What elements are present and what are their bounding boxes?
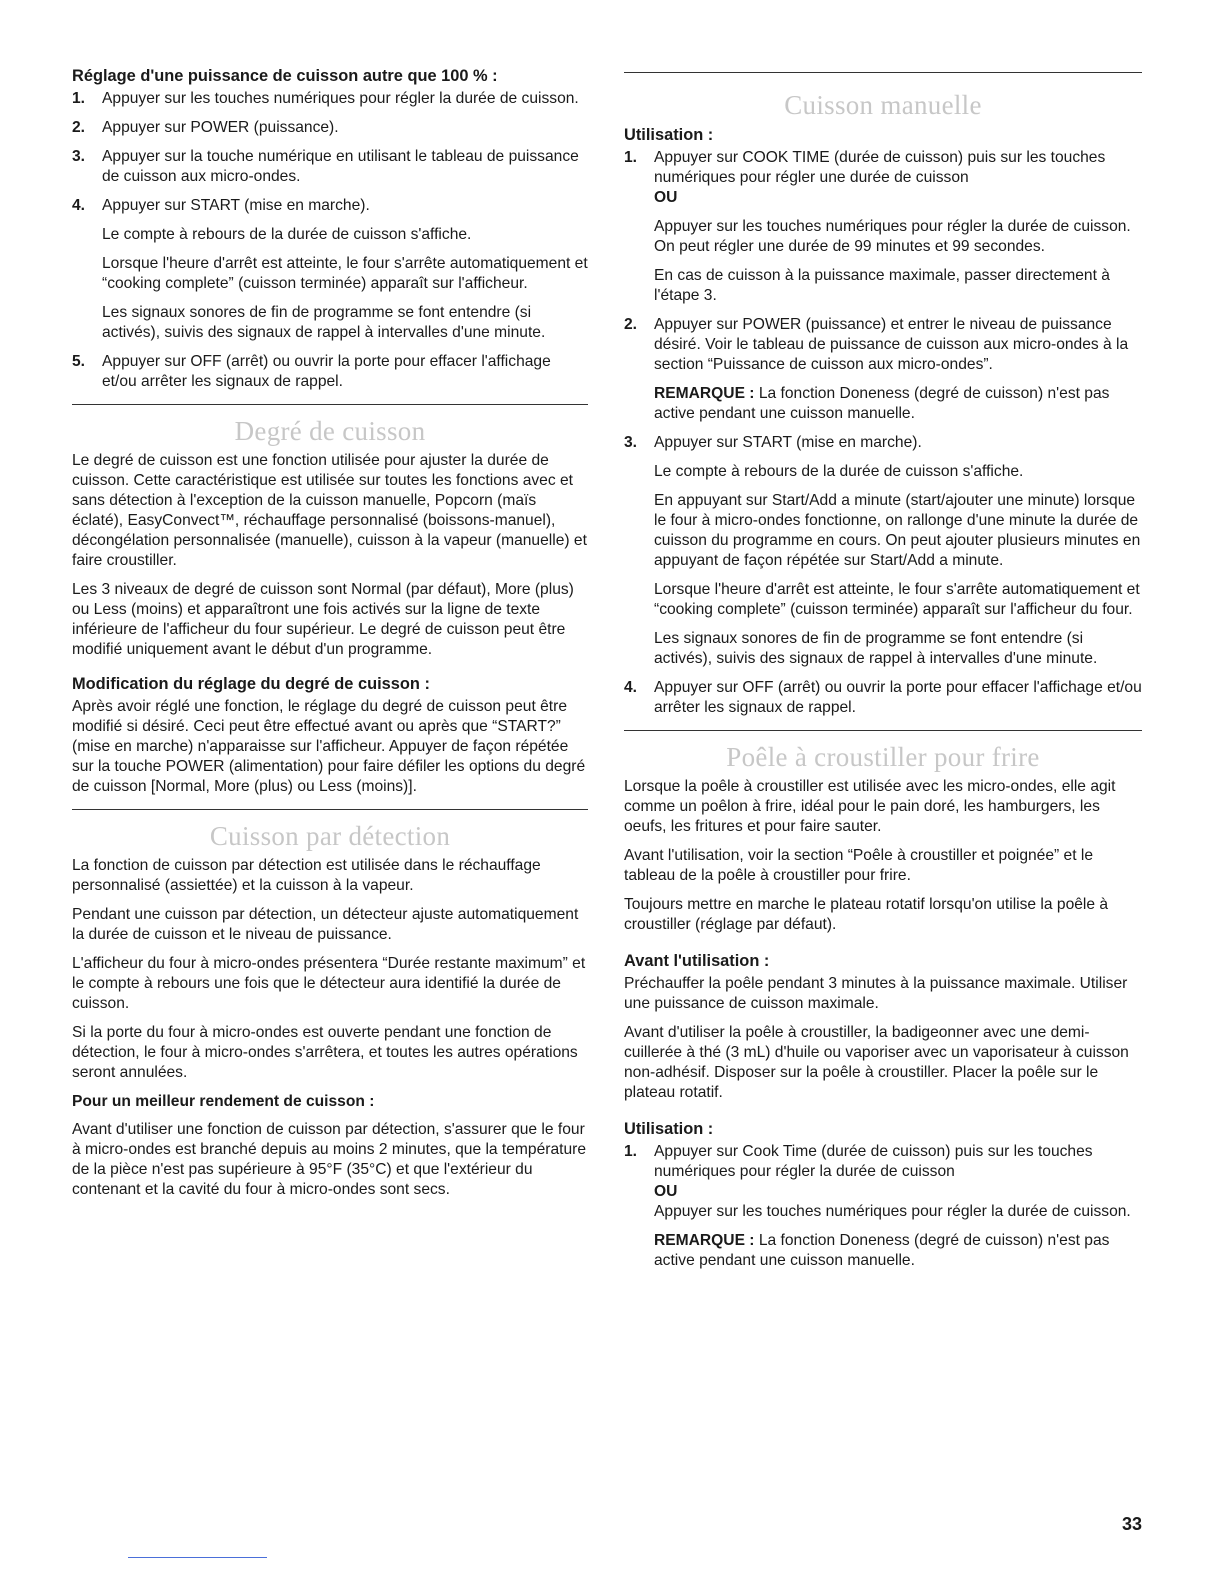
section-divider — [624, 730, 1142, 731]
right-column — [624, 72, 1142, 1280]
step-text: Appuyer sur Cook Time (durée de cuisson) puis sur les touches numériques pour régler la durée de cuisson — [654, 1143, 1093, 1180]
power-steps — [72, 89, 588, 392]
list-item — [72, 89, 588, 109]
list-item — [624, 678, 1142, 718]
sensor-paragraph: La fonction de cuisson par détection est utilisée dans le réchauffage personnalisé (assiettée) et la cuisson à la vapeur. — [72, 857, 541, 894]
sensor-paragraph: Pendant une cuisson par détection, un détecteur ajuste automatiquement la durée de cuisson et le niveau de puissance. — [72, 906, 579, 943]
crisp-paragraph: Lorsque la poêle à croustiller est utilisée avec les micro-ondes, elle agit comme un poêlon à frire, idéal pour le pain doré, les hamburgers, les oeufs, les fritures et pour faire sauter. — [624, 778, 1116, 835]
power-heading: Réglage d'une puissance de cuisson autre que 100 % : — [72, 67, 498, 85]
step-text: Les signaux sonores de fin de programme se font entendre (si activés), suivis des signaux de rappel à intervalles d'une minute. — [654, 630, 1098, 667]
step-text: Appuyer sur les touches numériques pour régler la durée de cuisson. — [102, 90, 579, 107]
section-divider — [72, 404, 588, 405]
step-number: 1. — [72, 90, 86, 107]
note-paragraph — [654, 384, 1142, 424]
crisp-before-paragraph: Préchauffer la poêle pendant 3 minutes à la puissance maximale. Utiliser une puissance de cuisson maximale. — [624, 975, 1128, 1012]
step-number: 4. — [624, 679, 638, 696]
list-item — [72, 118, 588, 138]
list-item — [624, 148, 1142, 306]
step-number: 2. — [72, 119, 86, 136]
step-text: Appuyer sur OFF (arrêt) ou ouvrir la porte pour effacer l'affichage et/ou arrêter les signaux de rappel. — [102, 353, 551, 390]
step-number: 5. — [72, 353, 86, 370]
sensor-best-heading: Pour un meilleur rendement de cuisson : — [72, 1093, 375, 1110]
section-divider — [72, 809, 588, 810]
page-number: 33 — [1121, 1514, 1142, 1534]
crisp-title: Poêle à croustiller pour frire — [726, 742, 1040, 772]
manual-use-heading: Utilisation : — [624, 126, 714, 144]
or-label: OU — [654, 189, 678, 206]
step-text: Appuyer sur les touches numériques pour régler la durée de cuisson. On peut régler une durée de 99 minutes et 99 secondes. — [654, 218, 1131, 255]
or-label: OU — [654, 1183, 678, 1200]
manual-title: Cuisson manuelle — [784, 90, 982, 120]
crisp-before-paragraph: Avant d'utiliser la poêle à croustiller, la badigeonner avec une demi-cuillerée à thé (3 mL) d'huile ou vaporiser avec un vaporisateur à cuisson non-adhésif. Disposer sur la poêle à croustiller. Placer la poêle sur le plateau rotatif. — [624, 1024, 1129, 1101]
doneness-change-paragraph: Après avoir réglé une fonction, le réglage du degré de cuisson peut être modifié si désiré. Ceci peut être effectué avant ou après que “START?” (mise en marche) n'apparaisse sur l'afficheur. Appuyer de façon répétée sur la touche POWER (alimentation) pour faire défiler les options du degré de cuisson [Normal, More (plus) ou Less (moins)]. — [72, 698, 586, 795]
doneness-change-heading: Modification du réglage du degré de cuisson : — [72, 675, 430, 693]
note-label: REMARQUE : — [654, 385, 755, 402]
step-number: 3. — [624, 434, 638, 451]
doneness-paragraph: Le degré de cuisson est une fonction utilisée pour ajuster la durée de cuisson. Cette caractéristique est utilisée sur toutes les fonctions avec et sans détection à l'exception de la cuisson manuelle, Popcorn (maïs éclaté), EasyConvect™, réchauffage personnalisé (boissons-manuel), décongélation personnalisée (manuelle), cuisson à la vapeur (manuelle) et faire croustiller. — [72, 452, 587, 569]
list-item — [72, 196, 588, 343]
crisp-use-heading: Utilisation : — [624, 1120, 714, 1138]
doneness-title: Degré de cuisson — [234, 416, 426, 446]
step-text: Lorsque l'heure d'arrêt est atteinte, le four s'arrête automatiquement et “cooking complete” (cuisson terminée) apparaît sur l'afficheur. — [102, 255, 588, 292]
note-paragraph — [654, 1231, 1142, 1271]
list-item — [624, 1142, 1142, 1271]
list-item — [624, 433, 1142, 669]
sensor-best-paragraph: Avant d'utiliser une fonction de cuisson par détection, s'assurer que le four à micro-ondes est branché depuis au moins 2 minutes, que la température de la pièce n'est pas supérieure à 95°F (35°C) et que l'extérieur du contenant et la cavité du four à micro-ondes sont secs. — [72, 1121, 587, 1198]
step-text: Appuyer sur les touches numériques pour régler la durée de cuisson. — [654, 1203, 1131, 1220]
step-text: En cas de cuisson à la puissance maximale, passer directement à l'étape 3. — [654, 267, 1110, 304]
step-number: 1. — [624, 1143, 638, 1160]
step-number: 2. — [624, 316, 638, 333]
crisp-paragraph: Toujours mettre en marche le plateau rotatif lorsqu'on utilise la poêle à croustiller (réglage par défaut). — [624, 896, 1109, 933]
left-column — [72, 66, 588, 1209]
list-item — [624, 315, 1142, 424]
note-label: REMARQUE : — [654, 1232, 755, 1249]
step-text: Appuyer sur OFF (arrêt) ou ouvrir la porte pour effacer l'affichage et/ou arrêter les signaux de rappel. — [654, 679, 1142, 716]
list-item — [72, 147, 588, 187]
step-number: 4. — [72, 197, 86, 214]
crisp-steps — [624, 1142, 1142, 1271]
step-number: 1. — [624, 149, 638, 166]
sensor-paragraph: Si la porte du four à micro-ondes est ouverte pendant une fonction de détection, le four à micro-ondes s'arrêtera, et toutes les autres opérations seront annulées. — [72, 1024, 578, 1081]
note-text: La fonction Doneness (degré de cuisson) n'est pas active pendant une cuisson manuelle. — [654, 385, 1110, 422]
crisp-before-heading: Avant l'utilisation : — [624, 952, 770, 970]
footer-link-line — [128, 1557, 267, 1558]
step-text: Appuyer sur la touche numérique en utilisant le tableau de puissance de cuisson aux micro-ondes. — [102, 148, 579, 185]
step-text: Appuyer sur START (mise en marche). — [102, 197, 370, 214]
step-text: Appuyer sur POWER (puissance). — [102, 119, 339, 136]
step-text: En appuyant sur Start/Add a minute (start/ajouter une minute) lorsque le four à micro-ondes fonctionne, on rallonge d'une minute la durée de cuisson du programme en cours. On peut ajouter plusieurs minutes en appuyant de façon répétée sur Start/Add a minute. — [654, 492, 1141, 569]
doneness-paragraph: Les 3 niveaux de degré de cuisson sont Normal (par défaut), More (plus) ou Less (moins) et apparaîtront une fois activés sur la ligne de texte inférieure de l'afficheur du four supérieur. Le degré de cuisson peut être modifié uniquement avant le début d'un programme. — [72, 581, 574, 658]
step-text: Le compte à rebours de la durée de cuisson s'affiche. — [102, 226, 472, 243]
step-text: Le compte à rebours de la durée de cuisson s'affiche. — [654, 463, 1024, 480]
step-text: Appuyer sur START (mise en marche). — [654, 434, 922, 451]
step-text: Les signaux sonores de fin de programme se font entendre (si activés), suivis des signaux de rappel à intervalles d'une minute. — [102, 304, 546, 341]
step-text: Appuyer sur COOK TIME (durée de cuisson) puis sur les touches numériques pour régler une durée de cuisson — [654, 149, 1106, 186]
sensor-paragraph: L'afficheur du four à micro-ondes présentera “Durée restante maximum” et le compte à rebours une fois que le détecteur aura identifié la durée de cuisson. — [72, 955, 586, 1012]
step-number: 3. — [72, 148, 86, 165]
note-text: La fonction Doneness (degré de cuisson) n'est pas active pendant une cuisson manuelle. — [654, 1232, 1110, 1269]
list-item — [72, 352, 588, 392]
manual-steps — [624, 148, 1142, 718]
step-text: Appuyer sur POWER (puissance) et entrer le niveau de puissance désiré. Voir le tableau de puissance de cuisson aux micro-ondes à la section “Puissance de cuisson aux micro-ondes”. — [654, 316, 1129, 373]
step-text: Lorsque l'heure d'arrêt est atteinte, le four s'arrête automatiquement et “cooking complete” (cuisson terminée) apparaît sur l'afficheur du four. — [654, 581, 1140, 618]
crisp-paragraph: Avant l'utilisation, voir la section “Poêle à croustiller et poignée” et le tableau de la poêle à croustiller pour frire. — [624, 847, 1094, 884]
sensor-title: Cuisson par détection — [209, 821, 451, 851]
